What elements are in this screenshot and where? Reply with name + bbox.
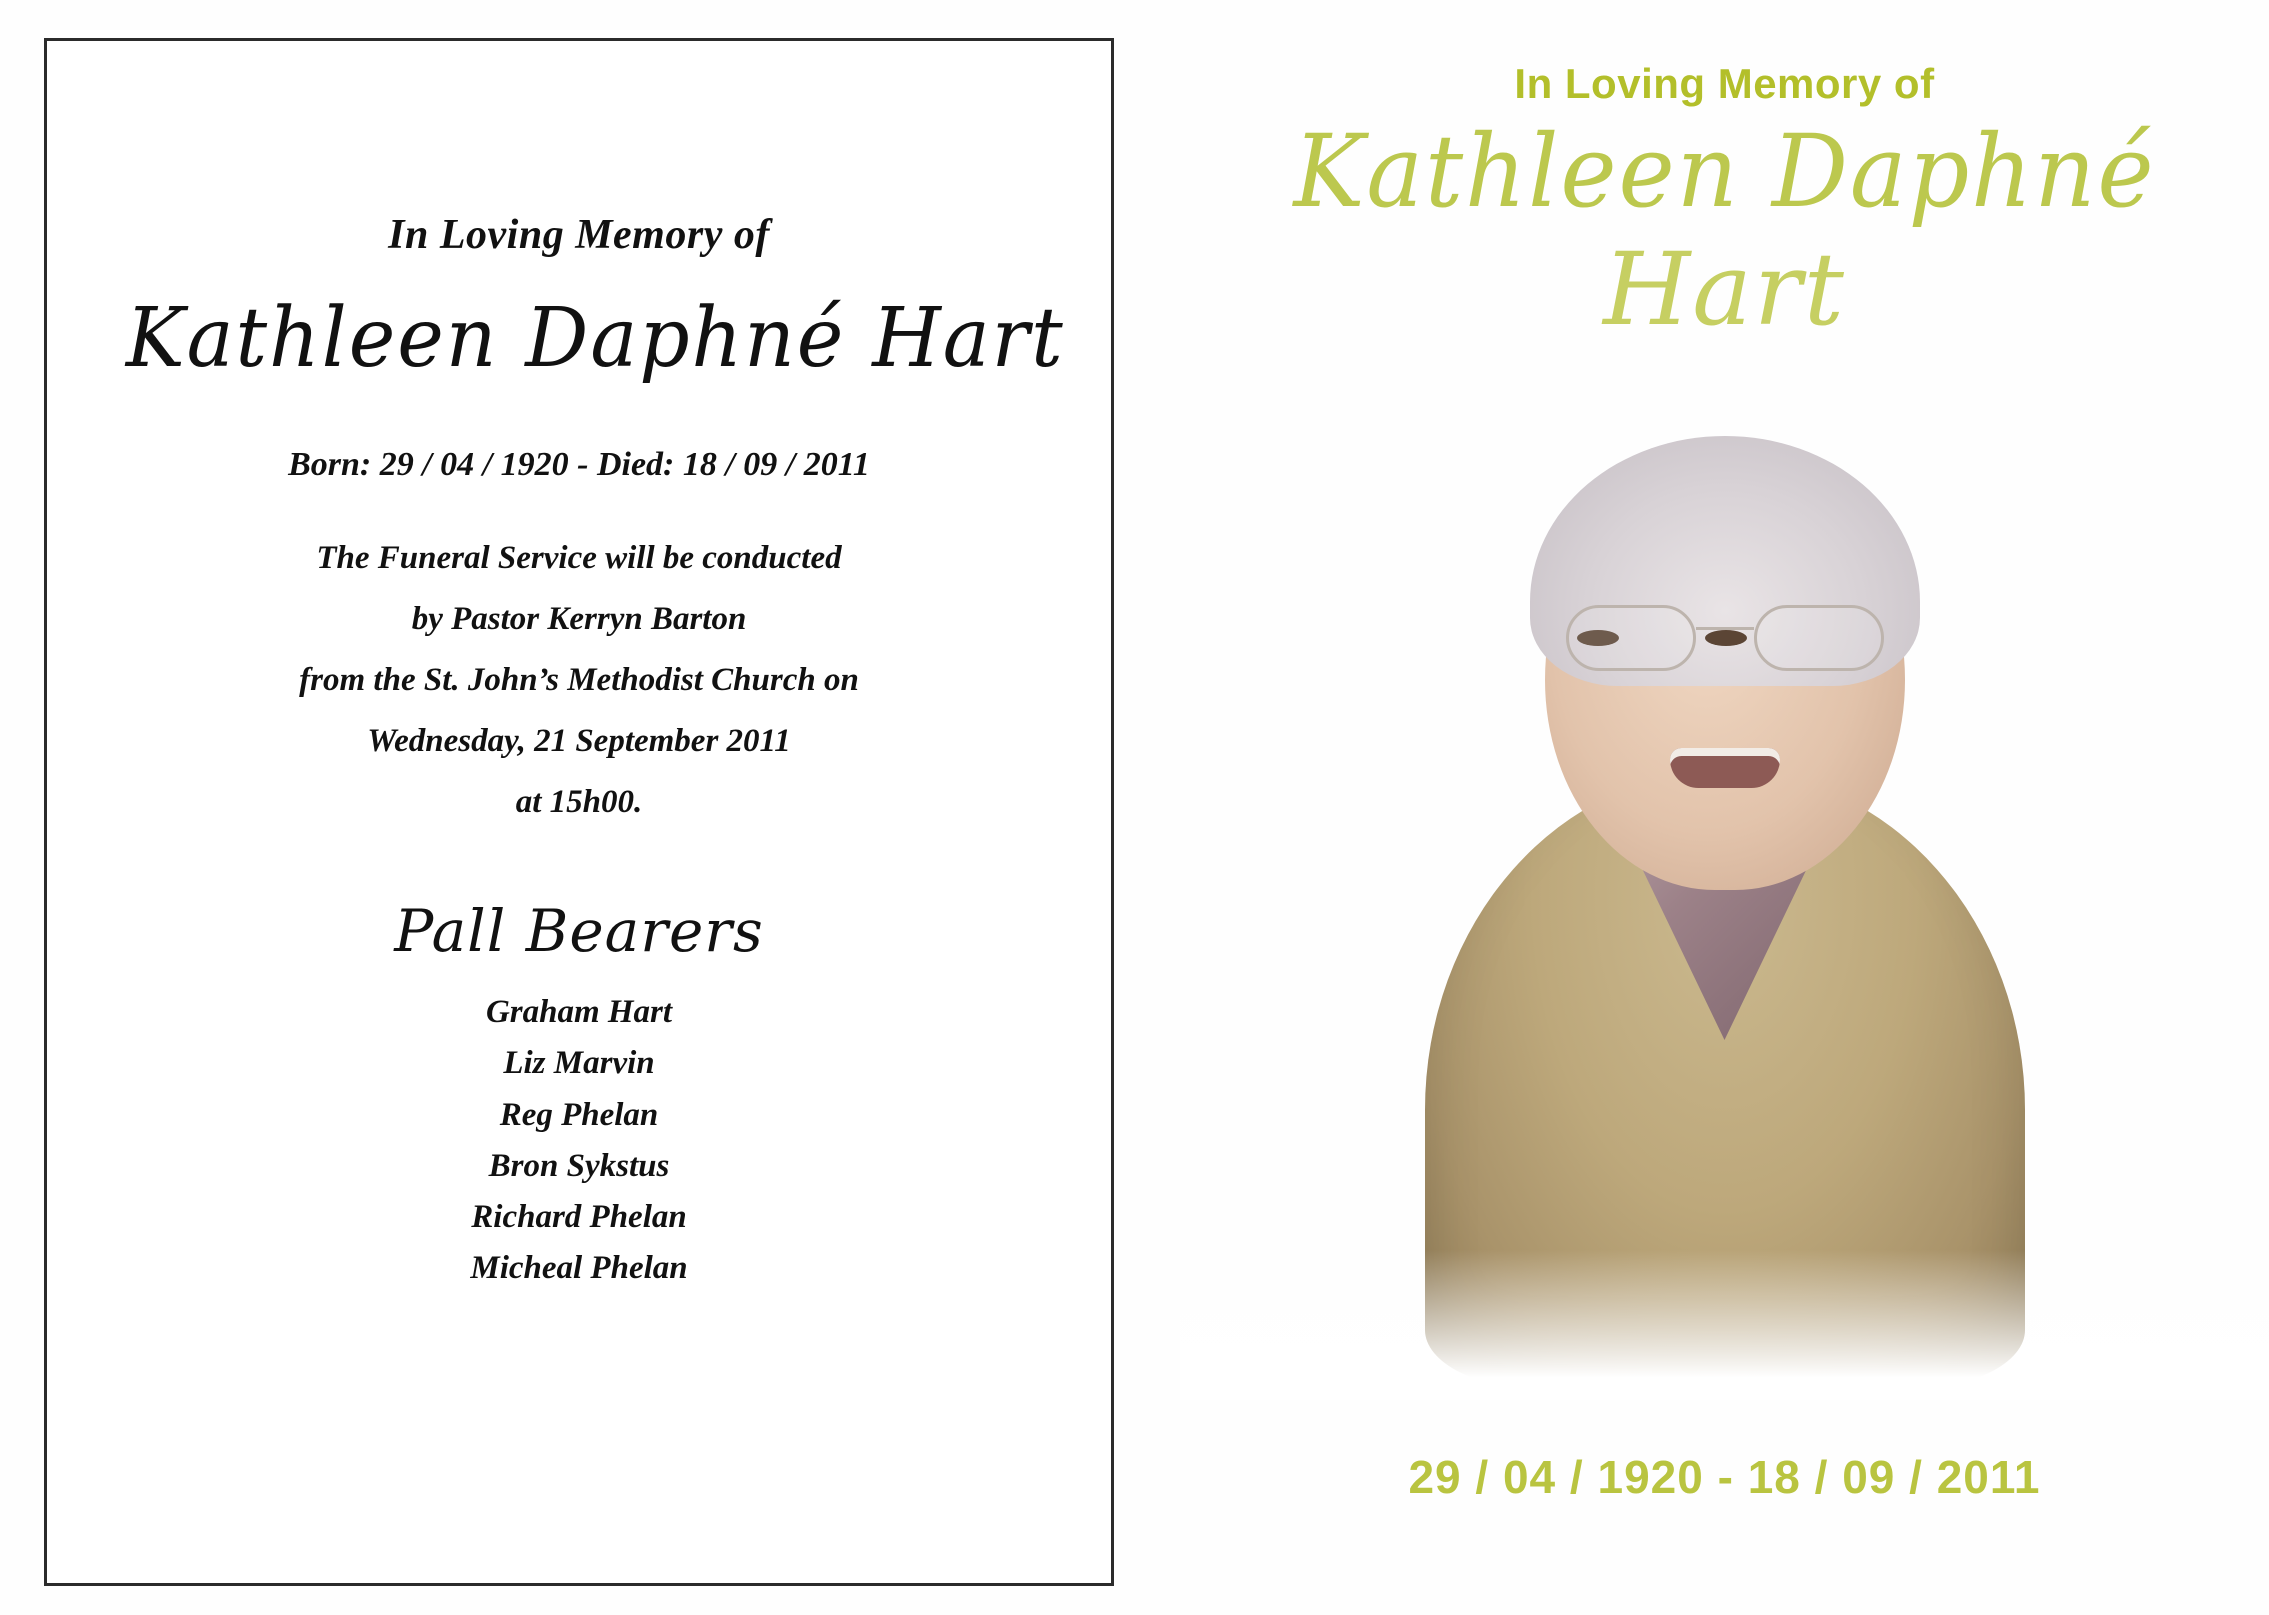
right-panel-cover <box>1180 0 2269 1615</box>
list-item: Graham Hart <box>485 994 673 1031</box>
service-line-2: by Pastor Kerryn Barton <box>411 601 747 638</box>
right-birth-death-dates: 29 / 04 / 1920 - 18 / 09 / 2011 <box>1408 1451 2041 1503</box>
glasses-bridge <box>1696 627 1754 630</box>
list-item: Reg Phelan <box>499 1096 659 1133</box>
list-item: Richard Phelan <box>471 1198 687 1235</box>
service-line-1: The Funeral Service will be conducted <box>316 540 842 576</box>
left-memory-heading: In Loving Memory of <box>388 212 770 258</box>
service-line-5: at 15h00. <box>515 784 643 821</box>
service-line-3: from the St. John’s Methodist Church on <box>299 662 859 699</box>
glasses-icon <box>1560 605 1890 675</box>
left-panel-service-details <box>44 38 1114 1586</box>
service-line-4: Wednesday, 21 September 2011 <box>367 723 791 760</box>
pall-bearers-list <box>107 987 1051 1294</box>
glasses-lens-left <box>1566 605 1696 671</box>
left-deceased-name: Kathleen Daphné Hart <box>125 291 1065 386</box>
list-item: Liz Marvin <box>503 1045 655 1082</box>
pall-bearers-heading: Pall Bearers <box>394 897 764 966</box>
portrait-mouth <box>1670 748 1780 788</box>
portrait-photo <box>1180 400 2269 1400</box>
right-deceased-name-line-1: Kathleen Daphné <box>1293 113 2156 230</box>
funeral-service-details <box>107 528 1051 833</box>
glasses-lens-right <box>1754 605 1884 671</box>
right-memory-heading: In Loving Memory of <box>1514 60 1935 107</box>
list-item: Bron Sykstus <box>488 1147 670 1184</box>
right-deceased-name-line-2: Hart <box>1603 231 1846 348</box>
left-birth-death-dates: Born: 29 / 04 / 1920 - Died: 18 / 09 / 2011 <box>288 446 870 483</box>
list-item: Micheal Phelan <box>470 1249 688 1286</box>
portrait-bottom-fade <box>1180 1250 2269 1400</box>
